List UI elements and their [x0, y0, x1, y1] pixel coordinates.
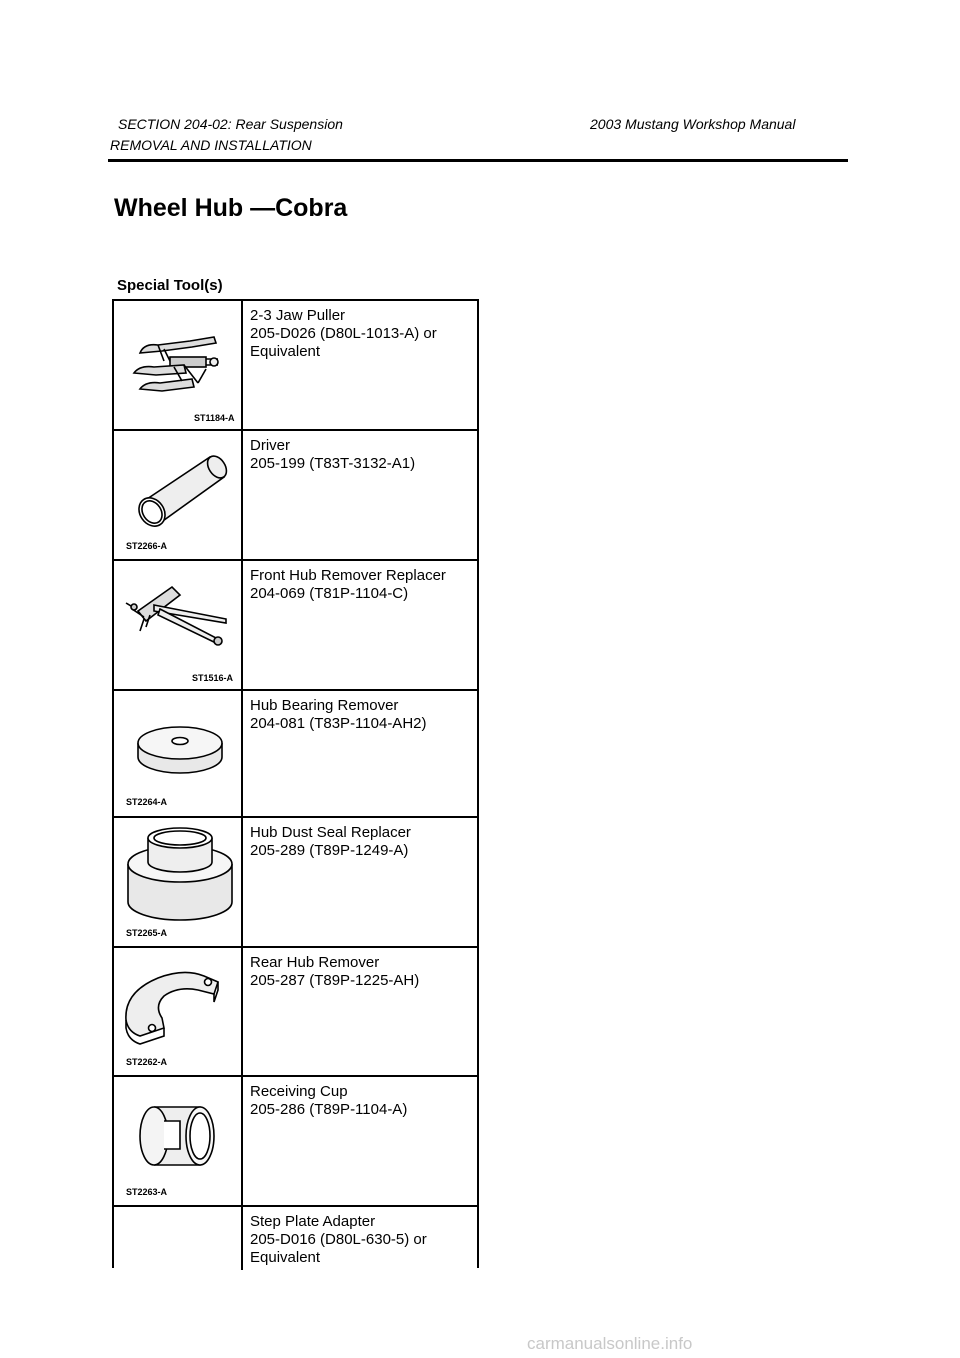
- tool-name: Driver: [250, 437, 290, 454]
- receiving-cup-icon: [114, 1077, 241, 1205]
- tool-image-cell: [114, 818, 243, 946]
- tool-number: 205-287 (T89P-1225-AH): [250, 972, 420, 989]
- special-tools-label: Special Tool(s): [117, 277, 223, 294]
- tool-description: [250, 1213, 427, 1267]
- tool-code-label: ST2263-A: [126, 1187, 168, 1197]
- tool-code-label: ST2262-A: [126, 1057, 168, 1067]
- tool-name: Front Hub Remover Replacer: [250, 567, 446, 584]
- driver-tube-icon: [114, 431, 241, 559]
- tool-image-cell: [114, 431, 243, 559]
- tool-number: 205-289 (T89P-1249-A): [250, 842, 409, 859]
- tool-image-cell: [114, 301, 243, 429]
- tool-row: [114, 1207, 477, 1270]
- horseshoe-plate-icon: [114, 948, 241, 1075]
- tool-description: [250, 824, 411, 860]
- hub-remover-replacer-icon: [114, 561, 241, 689]
- tool-description: [250, 567, 446, 603]
- tool-description: [250, 437, 415, 473]
- tool-description: [250, 697, 426, 733]
- tool-code-label: ST2265-A: [126, 928, 168, 938]
- tool-description: [250, 1083, 407, 1119]
- tool-number: 205-199 (T83T-3132-A1): [250, 455, 416, 472]
- tool-row: [114, 1077, 477, 1207]
- tool-code-label: ST1184-A: [194, 413, 235, 423]
- special-tools-table: [112, 299, 479, 1268]
- tool-number: 205-286 (T89P-1104-A): [250, 1101, 408, 1118]
- tool-row: [114, 818, 477, 948]
- tool-image-cell: [114, 948, 243, 1075]
- tool-name: Hub Bearing Remover: [250, 697, 399, 714]
- tool-description: [250, 307, 437, 361]
- header-section: SECTION 204-02: Rear Suspension: [118, 116, 343, 132]
- tool-image-cell: [114, 1077, 243, 1205]
- header-manual-title: 2003 Mustang Workshop Manual: [590, 116, 796, 132]
- tool-image-cell: [114, 561, 243, 689]
- tool-number: 205-D016 (D80L-630-5) or: [250, 1231, 427, 1248]
- tool-image-cell: [114, 691, 243, 816]
- bearing-remover-disc-icon: [114, 691, 241, 816]
- tool-number: 205-D026 (D80L-1013-A) or: [250, 325, 437, 342]
- tool-number: 204-069 (T81P-1104-C): [250, 585, 409, 602]
- seal-replacer-icon: [114, 818, 241, 946]
- tool-name: 2-3 Jaw Puller: [250, 307, 346, 324]
- tool-row: [114, 948, 477, 1077]
- tool-code-label: ST2266-A: [126, 541, 168, 551]
- tool-code-label: ST2264-A: [126, 797, 168, 807]
- tool-row: [114, 561, 477, 691]
- header-divider: [108, 159, 848, 162]
- tool-name: Hub Dust Seal Replacer: [250, 824, 411, 841]
- tool-name: Step Plate Adapter: [250, 1213, 376, 1230]
- header-subsection: REMOVAL AND INSTALLATION: [110, 137, 312, 153]
- tool-image-cell: [114, 1207, 243, 1270]
- tool-extra: Equivalent: [250, 1249, 321, 1266]
- tool-code-label: ST1516-A: [192, 673, 234, 683]
- tool-extra: Equivalent: [250, 343, 321, 360]
- tool-description: [250, 954, 419, 990]
- tool-row: [114, 691, 477, 818]
- tool-number: 204-081 (T83P-1104-AH2): [250, 715, 427, 732]
- tool-row: [114, 301, 477, 431]
- page-title: Wheel Hub —Cobra: [114, 194, 348, 222]
- tool-name: Receiving Cup: [250, 1083, 348, 1100]
- jaw-puller-icon: [114, 301, 241, 429]
- tool-name: Rear Hub Remover: [250, 954, 380, 971]
- watermark: carmanualsonline.info: [527, 1334, 693, 1353]
- tool-row: [114, 431, 477, 561]
